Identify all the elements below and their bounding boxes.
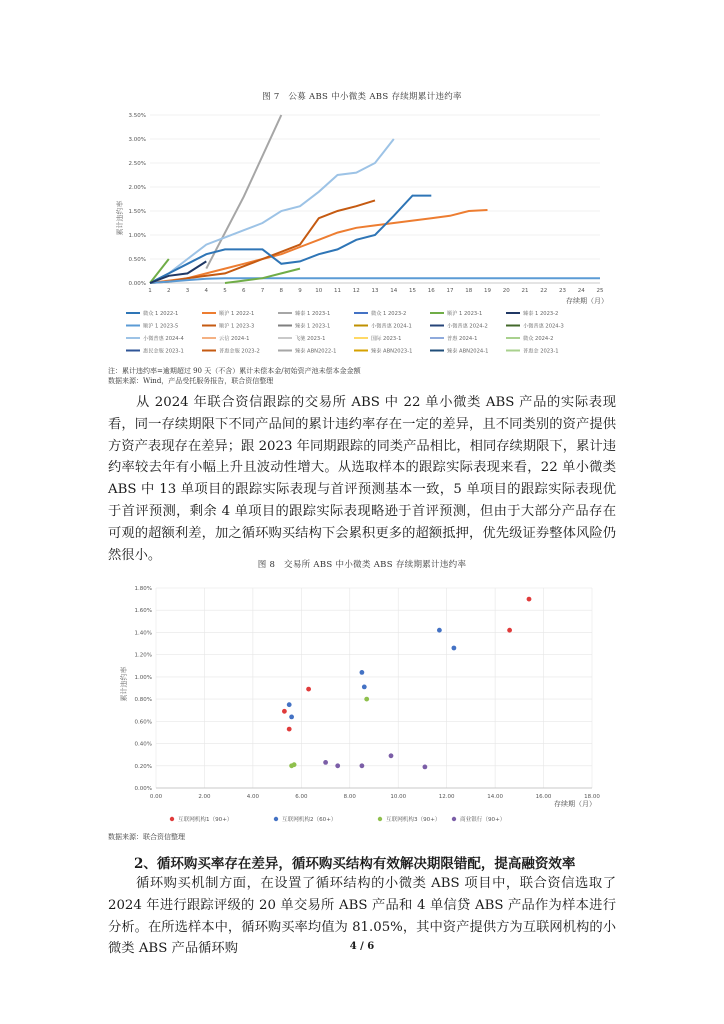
data-point (527, 597, 532, 602)
legend-label: 顺沪 1 2023-5 (143, 323, 179, 330)
data-point (306, 687, 311, 692)
x-tick-label: 15 (409, 288, 416, 294)
figure7-source: 数据来源：Wind，产品受托服务报告，联合资信整理 (108, 377, 274, 385)
y-tick-label: 3.50% (128, 113, 146, 119)
x-tick-label: 6.00 (295, 794, 308, 800)
legend-label: 微众 1 2022-1 (143, 311, 179, 317)
x-tick-label: 14 (390, 288, 398, 294)
y-tick-label: 0.40% (134, 741, 152, 748)
legend-label: 臻泰 ABN2023-1 (371, 348, 413, 355)
figure7-y-ticks (129, 113, 146, 287)
figure8-chart (108, 574, 618, 830)
paragraph-1: 从 2024 年联合资信跟踪的交易所 ABS 中 22 单小微类 ABS 产品的实际表现看，同一存续期限下不同产品间的累计违约率存在一定的差异，且不同类别的资产提供方资产表现存在差异；跟 2023 年同期跟踪的同类产品相比，相同存续期限下，累计违约率较去年有小幅上升且波动性增大。从选取样本的跟踪实际表现来看，22 单小微类 ABS 中 13 单项目的跟踪实际表现与首评预测基本一致，5 单项目的跟踪实际表现优于首评预测，剩余 4 单项目的跟踪实际表现略逊于首评预测，但由于大部分产品存在可观的超额利差，加之循环购买结构下会累积更多的超额抵押，优先级证券整体风险仍然很小。 (108, 395, 616, 563)
legend-label: 臻泰 1 2023-2 (523, 311, 559, 317)
x-tick-label: 8 (279, 288, 283, 294)
x-tick-label: 1 (148, 288, 152, 294)
series-line (150, 278, 600, 283)
x-tick-label: 12 (352, 288, 360, 294)
data-point (364, 697, 369, 702)
legend-label: 小微普惠 2024-3 (523, 323, 564, 330)
x-tick-label: 13 (371, 288, 379, 294)
legend-label: 顺沪 1 2023-1 (447, 311, 483, 317)
y-tick-label: 1.00% (128, 233, 146, 239)
x-tick-label: 23 (559, 288, 566, 294)
legend-label: 商业银行（90+） (460, 817, 506, 823)
data-point (452, 646, 457, 651)
legend-label: 臻泰 ABN2024-1 (447, 348, 489, 355)
x-tick-label: 19 (484, 288, 491, 294)
x-tick-label: 7 (260, 288, 265, 294)
figure8-legend (170, 815, 506, 823)
x-tick-label: 5 (223, 288, 227, 294)
y-tick-label: 1.40% (134, 630, 152, 637)
figure7-y-axis-label: 累计违约率 (116, 200, 124, 236)
figure8-title: 图 8 交易所 ABS 中小微类 ABS 存续期累计违约率 (257, 560, 467, 570)
legend-label: 普惠金 2023-1 (523, 348, 559, 355)
data-point (282, 709, 287, 714)
figure7-note: 注：累计违约率=逾期超过 90 天（不含）累计未偿本金/初始资产池未偿本金金额 (108, 367, 361, 375)
legend-label: 微众 1 2023-2 (371, 311, 407, 317)
x-tick-label: 9 (298, 288, 302, 294)
y-tick-label: 2.00% (128, 185, 146, 191)
figure7-series (150, 115, 600, 283)
figure8-grid (156, 588, 592, 788)
figure8-x-axis-label: 存续期（月） (554, 800, 596, 808)
y-tick-label: 0.20% (134, 763, 152, 770)
data-point (389, 753, 394, 758)
legend-label: 臻泰 1 2023-1 (295, 311, 331, 317)
figure7-title: 图 7 公募 ABS 中小微类 ABS 存续期累计违约率 (262, 92, 462, 102)
data-point (323, 760, 328, 765)
y-tick-label: 1.20% (134, 652, 152, 659)
x-tick-label: 14.00 (487, 794, 503, 800)
legend-label: 小微普惠 2024-2 (447, 323, 488, 330)
legend-label: 小微普惠 2024-1 (371, 323, 412, 330)
y-tick-label: 3.00% (128, 137, 146, 143)
data-point (437, 628, 442, 633)
data-point (287, 727, 292, 732)
data-point (423, 765, 428, 770)
figure8-x-ticks (150, 794, 600, 800)
x-tick-label: 12.00 (438, 794, 455, 800)
y-tick-label: 0.00% (134, 786, 152, 792)
x-tick-label: 16 (427, 288, 435, 294)
legend-marker (170, 817, 174, 821)
x-tick-label: 17 (446, 288, 454, 294)
legend-label: 互联网机构2（60+） (282, 817, 337, 823)
x-tick-label: 22 (540, 288, 548, 294)
figure8-y-axis-label: 累计违约率 (120, 666, 128, 702)
x-tick-label: 10 (315, 288, 323, 294)
x-tick-label: 6 (242, 288, 246, 294)
legend-label: 臻泰 ABN2022-1 (295, 348, 337, 355)
series-line (150, 200, 375, 283)
x-tick-label: 18.00 (584, 794, 600, 800)
figure7-x-ticks (148, 288, 604, 294)
x-tick-label: 0.00 (149, 794, 163, 800)
series-line (150, 210, 488, 283)
legend-label: 顺沪 1 2023-3 (219, 323, 255, 330)
x-tick-label: 18 (465, 288, 473, 294)
figure7-x-axis-label: 存续期（月） (566, 297, 608, 305)
y-tick-label: 0.60% (134, 719, 152, 726)
y-tick-label: 0.50% (128, 257, 146, 263)
y-tick-label: 1.80% (134, 586, 152, 592)
x-tick-label: 2.00 (198, 794, 211, 800)
legend-label: 普惠 2024-1 (447, 336, 478, 342)
y-tick-label: 1.60% (134, 608, 152, 615)
x-tick-label: 20 (502, 288, 510, 294)
paragraph-2: 循环购买机制方面，在设置了循环结构的小微类 ABS 项目中，联合资信选取了 2024 年进行跟踪评级的 20 单交易所 ABS 产品和 4 单信贷 ABS 产品作为样本进行分析。在所选样本中，循环购买率均值为 81.05%，其中资产提供方为互联网机构的小微类 ABS 产品循环购 (108, 876, 616, 957)
y-tick-label: 0.00% (128, 281, 146, 287)
legend-label: 互联网机构3（90+） (386, 817, 441, 823)
data-point (335, 763, 340, 768)
data-point (289, 715, 294, 720)
legend-label: 互联网机构1（90+） (178, 817, 233, 823)
legend-label: 惠民金服 2023-1 (143, 348, 184, 355)
y-tick-label: 1.50% (128, 209, 146, 215)
x-tick-label: 8.00 (343, 794, 356, 800)
y-tick-label: 0.80% (134, 697, 152, 704)
figure7-grid (150, 115, 600, 283)
series-line (225, 269, 300, 283)
legend-label: 飞驰 2023-1 (295, 336, 326, 342)
data-point (362, 685, 367, 690)
x-tick-label: 10.00 (390, 794, 407, 800)
x-tick-label: 3 (185, 288, 190, 294)
legend-label: 顺沪 1 2022-1 (219, 311, 255, 317)
legend-label: 小微普惠 2024-4 (143, 336, 184, 342)
x-tick-label: 24 (577, 288, 585, 294)
figure8-y-ticks (135, 586, 152, 792)
figure8-source: 数据来源：联合资信整理 (108, 833, 185, 841)
data-point (292, 762, 297, 767)
data-point (287, 702, 292, 707)
figure7-legend (126, 309, 564, 355)
legend-marker (452, 817, 456, 821)
legend-label: 普惠金服 2023-2 (219, 348, 260, 355)
x-tick-label: 4.00 (246, 794, 260, 800)
x-tick-label: 2 (167, 288, 171, 294)
legend-label: 云信 2024-1 (219, 336, 250, 342)
data-point (360, 670, 365, 675)
y-tick-label: 1.00% (134, 674, 152, 681)
data-point (507, 628, 512, 633)
x-tick-label: 16.00 (535, 794, 552, 800)
x-tick-label: 4 (204, 288, 208, 294)
legend-marker (274, 817, 278, 821)
data-point (360, 763, 365, 768)
x-tick-label: 11 (334, 288, 341, 294)
legend-label: 国际 2023-1 (371, 336, 402, 342)
y-tick-label: 2.50% (128, 161, 146, 167)
page-number: 4 / 6 (349, 941, 375, 952)
x-tick-label: 21 (521, 288, 529, 294)
legend-label: 臻泰 1 2023-1 (295, 323, 331, 330)
legend-marker (378, 817, 382, 821)
x-tick-label: 25 (596, 288, 604, 294)
figure7-chart (108, 103, 618, 365)
legend-label: 微众 2024-2 (523, 336, 554, 342)
section-heading-2: 2、循环购买率存在差异，循环购买结构有效解决期限错配，提高融资效率 (134, 856, 576, 872)
series-line (206, 115, 281, 269)
